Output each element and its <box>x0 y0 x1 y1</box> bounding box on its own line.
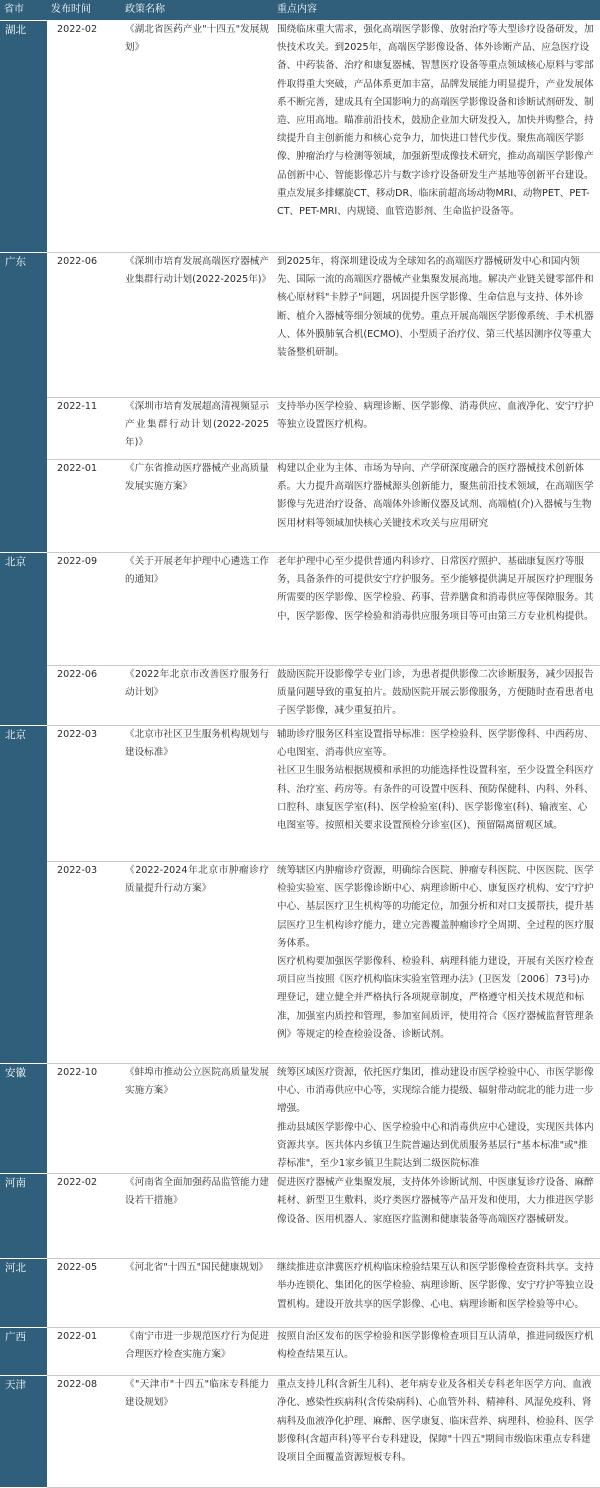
date-cell: 2022-10 <box>47 1064 121 1174</box>
table-row <box>0 398 600 460</box>
table-row <box>0 1328 600 1376</box>
key-content-paragraph: 到2025年，将深圳建设成为全球知名的高端医疗器械研发中心和国内领先、国际一流的高端医疗器械产业集聚发展高地。解决产业链关键零部件和核心原材料"卡脖子"问题，巩固提升医学影像、生命信息与支持、体外诊断、植介入器械等细分领域的优势。重点开展高端医学影像系统、手术机器人、体外膜肺氧合机(ECMO)、小型质子治疗仪、第三代基因测序仪等重大装备整机研制。 <box>277 256 594 359</box>
key-content-paragraph: 重点支持儿科(含新生儿科)、老年病专业及各相关专科老年医学方向、血液净化、感染性疾病科(含传染病科)、心血管外科、精神科、风湿免疫科、肾病科及血液净化护理、麻醉、医学康复、临床营养、病理科、检验科、医学影像科(含超声科)等平台专科建设，保障"十四五"期间市级临床重点专科建设项目全面覆盖资源短板专科。 <box>277 1379 594 1464</box>
table-row <box>0 553 600 666</box>
header-key-content: 重点内容 <box>273 0 600 21</box>
province-cell: 河北 <box>0 1259 47 1328</box>
key-content-cell <box>273 1259 600 1328</box>
table-header <box>0 0 600 21</box>
policy-name-cell: 《湖北省医药产业"十四五"发展规划》 <box>121 21 273 253</box>
province-cell: 天津 <box>0 1376 47 1488</box>
province-cell: 河南 <box>0 1174 47 1259</box>
key-content-cell <box>273 553 600 666</box>
date-cell: 2022-11 <box>47 398 121 460</box>
date-cell: 2022-03 <box>47 726 121 862</box>
province-cell: 北京 <box>0 553 47 726</box>
key-content-cell <box>273 1064 600 1174</box>
header-policy-name: 政策名称 <box>121 0 273 21</box>
date-cell: 2022-06 <box>47 666 121 726</box>
key-content-paragraph: 社区卫生服务站根据规模和承担的功能选择性设置科室，至少设置全科医疗科、治疗室、药房等。有条件的可设置中医科、预防保健科、内科、外科、口腔科、康复医学室(科)、医学检验室(科)、医学影像室(科)、输液室、心电图室等。按照相关要求设置预检分诊室(区)、预留隔离留观区域。 <box>277 765 594 832</box>
key-content-cell <box>273 666 600 726</box>
policy-name-cell: 《"天津市"十四五"临床专科能力建设规划》 <box>121 1376 273 1488</box>
policy-name-cell: 《河南省全面加强药品监管能力建设若干措施》 <box>121 1174 273 1259</box>
key-content-paragraph: 辅助诊疗服务区科室设置指导标准：医学检验科、医学影像科、中西药房、心电图室、消毒供应室等。 <box>277 729 594 759</box>
table-body <box>0 21 600 1488</box>
date-cell: 2022-01 <box>47 1328 121 1376</box>
province-cell: 广东 <box>0 253 47 553</box>
policy-name-cell: 《河北省"十四五"国民健康规划》 <box>121 1259 273 1328</box>
table-row <box>0 726 600 862</box>
date-cell: 2022-02 <box>47 1174 121 1259</box>
province-cell: 湖北 <box>0 21 47 253</box>
policy-name-cell: 《深圳市培育发展高端医疗器械产业集群行动计划(2022-2025年)》 <box>121 253 273 398</box>
table-row <box>0 1174 600 1259</box>
table-row <box>0 21 600 253</box>
key-content-cell <box>273 253 600 398</box>
table-row <box>0 460 600 553</box>
table-row <box>0 1376 600 1488</box>
date-cell: 2022-02 <box>47 21 121 253</box>
date-cell: 2022-03 <box>47 862 121 1064</box>
policy-name-cell: 《广东省推动医疗器械产业高质量发展实施方案》 <box>121 460 273 553</box>
key-content-cell <box>273 726 600 862</box>
province-cell: 广西 <box>0 1328 47 1376</box>
table-row <box>0 1064 600 1174</box>
table-row <box>0 666 600 726</box>
key-content-paragraph: 医疗机构要加强医学影像科、检验科、病理科能力建设，开展有关医疗检查项目应当按照《医疗机构临床实验室管理办法》(卫医发〔2006〕73号)办理登记，建立健全并严格执行各项规章制度，严格遵守相关技术规范和标准，加强室内质控和管理，参加室间质评，使用符合《医疗器械监督管理条例》等规定的检查检验设备、诊断试剂。 <box>277 956 594 1040</box>
date-cell: 2022-06 <box>47 253 121 398</box>
key-content-paragraph: 支持举办医学检验、病理诊断、医学影像、消毒供应、血液净化、安宁疗护等独立设置医疗机构。 <box>277 401 594 431</box>
table-row <box>0 253 600 398</box>
province-cell: 安徽 <box>0 1064 47 1174</box>
policy-name-cell: 《深圳市培育发展超高清视频显示产业集群行动计划(2022-2025年)》 <box>121 398 273 460</box>
header-province: 省市 <box>0 0 47 21</box>
policy-name-cell: 《2022年北京市改善医疗服务行动计划》 <box>121 666 273 726</box>
policy-name-cell: 《2022-2024年北京市肿瘤诊疗质量提升行动方案》 <box>121 862 273 1064</box>
key-content-paragraph: 按照自治区发布的医学检验和医学影像检查项目互认清单，推进同级医疗机构检查结果互认。 <box>277 1331 594 1361</box>
date-cell: 2022-09 <box>47 553 121 666</box>
key-content-cell <box>273 1376 600 1488</box>
key-content-paragraph: 统筹辖区内肿瘤诊疗资源，明确综合医院、肿瘤专科医院、中医医院、医学检验实验室、医学影像诊断中心、病理诊断中心、康复医疗机构、安宁疗护中心、基层医疗卫生机构等的功能定位，加强分析和对口支援帮扶，提升基层医疗卫生机构诊疗能力，建立完善覆盖肿瘤诊疗全周期、全过程的医疗服务体系。 <box>277 865 594 949</box>
key-content-paragraph: 老年护理中心至少提供普通内科诊疗、日常医疗照护、基础康复医疗等服务，具备条件的可提供安宁疗护服务。至少能够提供满足开展医疗护理服务所需要的医学影像、医学检验、药事、营养膳食和消毒供应等保障服务。其中，医学影像、医学检验和消毒供应服务项目等可由第三方专业机构提供。 <box>277 556 594 622</box>
key-content-cell <box>273 1328 600 1376</box>
key-content-paragraph: 继续推进京津冀医疗机构临床检验结果互认和医学影像检查资料共享。支持举办连锁化、集团化的医学检验、病理诊断、医学影像、安宁疗护等独立设置机构。建设开放共享的医学影像、心电、病理诊断和医学检验等中心。 <box>277 1262 594 1310</box>
date-cell: 2022-01 <box>47 460 121 553</box>
table-row <box>0 862 600 1064</box>
date-cell: 2022-08 <box>47 1376 121 1488</box>
policy-name-cell: 《北京市社区卫生服务机构规划与建设标准》 <box>121 726 273 862</box>
key-content-paragraph: 围绕临床重大需求，强化高端医学影像、放射治疗等大型诊疗设备研发，加快技术攻关。到2025年，高端医学影像设备、体外诊断产品、应急医疗设备、中药装备、治疗和康复器械、智慧医疗设备等重点领域核心原料与零部件取得重大突破，产品体系更加丰富，品牌发展能力明显提升，产业发展体系不断完善，建成具有全国影响力的高端医学影像设备和诊断试剂研发、制造、应用高地。瞄准前沿技术，鼓励企业加大研发投入，加快并购整合，持续提升自主创新能力和核心竞争力，加快进口替代步伐。聚焦高端医学影像、肿瘤治疗与检测等领域，加强新型成像技术研究，推动高端医学影像产品创新中心、智能影像芯片与数字诊疗设备研发生产基地等创新平台建设。重点发展多排螺旋CT、移动DR、临床前超高场动物MRI、动物PET、PET-CT、PET-MRI、内规镜、血管造影剂、生命监护设备等。 <box>277 24 594 218</box>
key-content-cell <box>273 1174 600 1259</box>
key-content-cell <box>273 398 600 460</box>
key-content-cell <box>273 21 600 253</box>
policy-name-cell: 《南宁市进一步规范医疗行为促进合理医疗检查实施方案》 <box>121 1328 273 1376</box>
key-content-cell <box>273 460 600 553</box>
key-content-paragraph: 鼓励医院开设影像学专业门诊，为患者提供影像二次诊断服务，减少因报告质量问题导致的重复拍片。鼓励医院开展云影像服务，方便随时查看患者电子医学影像，减少重复拍片。 <box>277 669 594 717</box>
policy-name-cell: 《蚌埠市推动公立医院高质量发展实施方案》 <box>121 1064 273 1174</box>
header-row <box>0 0 600 21</box>
policy-name-cell: 《关于开展老年护理中心遴选工作的通知》 <box>121 553 273 666</box>
date-cell: 2022-05 <box>47 1259 121 1328</box>
key-content-paragraph: 推动县域医学影像中心、医学检验中心和消毒供应中心建设，实现医共体内资源共享。医共体内乡镇卫生院普遍达到优质服务基层行"基本标准"或"推荐标准"，至少1家乡镇卫生院达到二级医院标准 <box>277 1121 594 1170</box>
key-content-paragraph: 促进医疗器械产业集聚发展，支持体外诊断试剂、中医康复诊疗设备、麻醉耗材、新型卫生敷料、炎疗类医疗器械等产品开发和使用，大力推进医学影像设备、医用机器人、家庭医疗监测和健康装备等高端医疗器械研发。 <box>277 1177 594 1225</box>
key-content-cell <box>273 862 600 1064</box>
header-date: 发布时间 <box>47 0 121 21</box>
key-content-paragraph: 统筹区域医疗资源，依托医疗集团，推动建设市医学检验中心、市医学影像中心、市消毒供应中心等，实现综合能力提级、辐射带动皖北的能力进一步增强。 <box>277 1067 594 1115</box>
province-cell: 北京 <box>0 726 47 1064</box>
table-row <box>0 1259 600 1328</box>
key-content-paragraph: 构建以企业为主体、市场为导向、产学研深度融合的医疗器械技术创新体系。大力提升高端医疗器械源头创新能力，聚焦前沿技术领域，在高端医学影像与先进治疗设备、高端体外诊断仪器及试剂、高端植(介)入器械与生物医用材料等领域加快核心关键技术攻关与应用研究 <box>277 463 594 529</box>
